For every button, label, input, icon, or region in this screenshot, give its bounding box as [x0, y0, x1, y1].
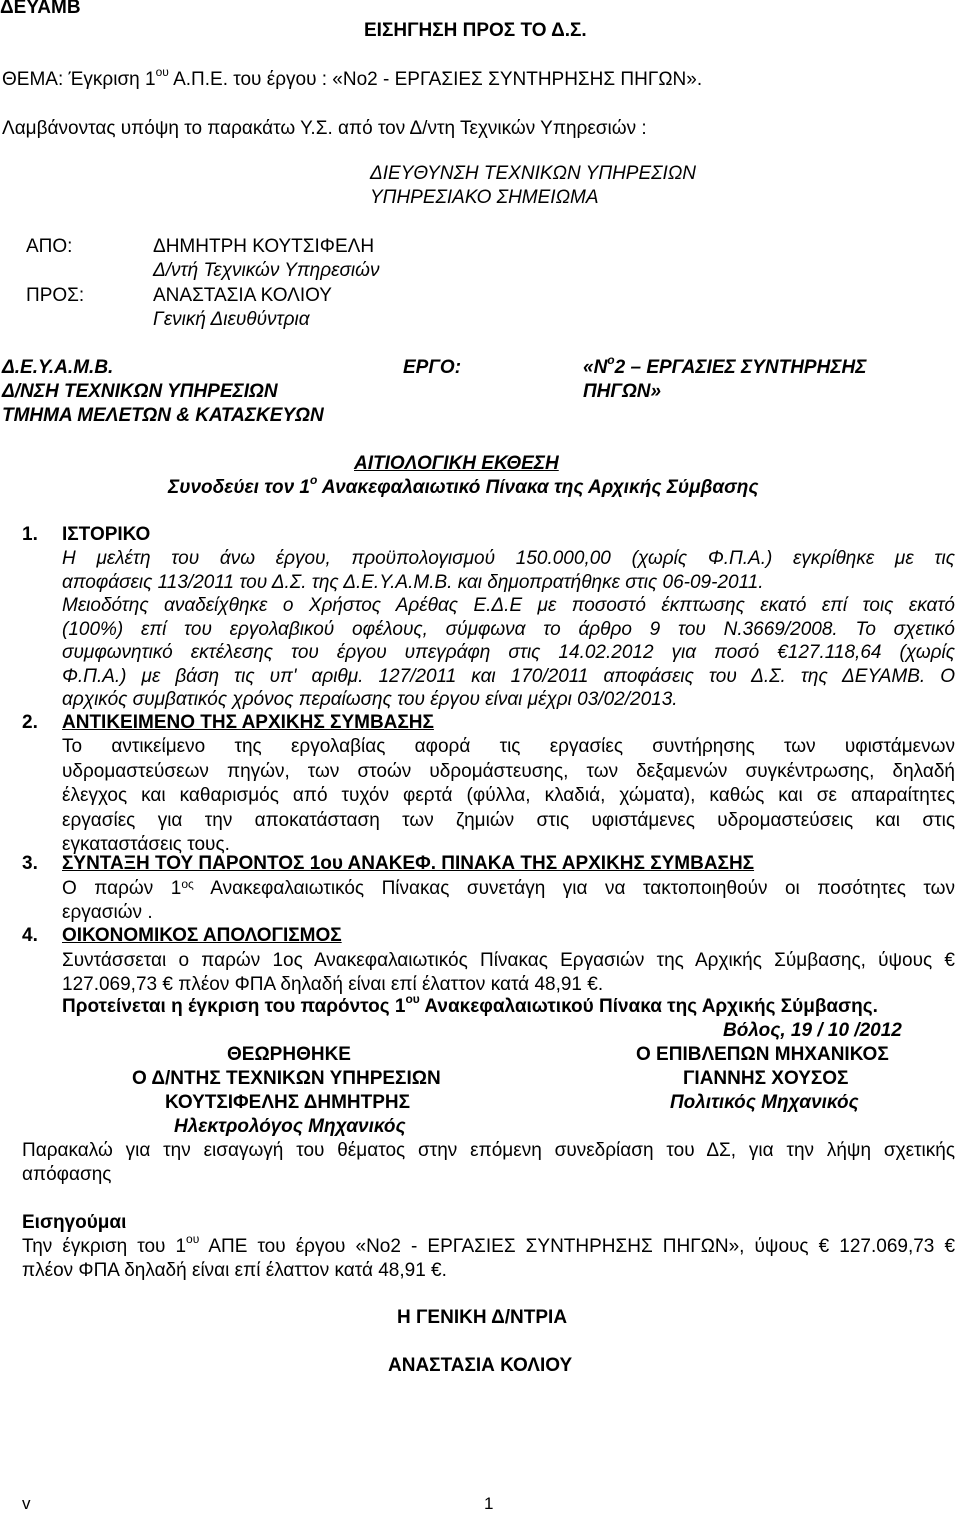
proposal-text: Προτείνεται η έγκριση του παρόντος $1^{o\upsilon}$ Ανακεφαλαιωτικού Πίνακα της Αρχικής Σύμβασης. [62, 992, 878, 1017]
section-3-title: ΣΥΝΤΑΞΗ ΤΟΥ ΠΑΡΟΝΤΟΣ 1ου ΑΝΑΚΕΦ. ΠΙΝΑΚΑ ΤΗΣ ΑΡΧΙΚΗΣ ΣΥΜΒΑΣΗΣ [62, 853, 755, 874]
propose-label: Εισηγούμαι [22, 1212, 127, 1233]
document-title: ΕΙΣΗΓΗΣΗ ΠΡΟΣ ΤΟ Δ.Σ. [364, 20, 587, 41]
supervisor-name: ΓΙΑΝΝΗΣ ΧΟΥΣΟΣ [683, 1068, 849, 1089]
section-1-title: ΙΣΤΟΡΙΚΟ [62, 524, 151, 545]
director-specialty: Ηλεκτρολόγος Μηχανικός [174, 1116, 406, 1137]
footer-mark: v [22, 1494, 31, 1513]
section-1-line: αποφάσεις 113/2011 του Δ.Σ. της Δ.Ε.Υ.Α.Μ.Β. και δημοπρατήθηκε στις 06-09-2011. [62, 571, 764, 593]
section-4-body [62, 949, 955, 996]
supervisor-title: Ο ΕΠΙΒΛΕΠΩΝ ΜΗΧΑΝΙΚΟΣ [636, 1044, 889, 1065]
section-3-number: 3. [22, 853, 38, 874]
from-role: Δ/ντή Τεχνικών Υπηρεσιών [153, 260, 380, 281]
section-2-line: Το αντικείμενο της εργολαβίας αφορά τις εργασίες συντήρησης των υφιστάμενων [62, 736, 955, 757]
memo-department: ΔΙΕΥΘΥΝΣΗ ΤΕΧΝΙΚΩΝ ΥΠΗΡΕΣΙΩΝ [370, 163, 696, 184]
report-subtitle: Συνοδεύει τον $1^o$ Ανακεφαλαιωτικό Πίνακα της Αρχικής Σύμβασης [168, 473, 759, 498]
propose-line-1: Την έγκριση του $1^{o\upsilon}$ ΑΠΕ του έργου «Νο2 - ΕΡΓΑΣΙΕΣ ΣΥΝΤΗΡΗΣΗΣ ΠΗΓΩΝ», ύψους € 127.069,73 € [22, 1232, 956, 1257]
section-1-line: Μειοδότης αναδείχθηκε ο Χρήστος Αρέθας Ε.Δ.Ε με ποσοστό έκπτωσης εκατό επί τοις εκατό [62, 595, 955, 616]
from-label: ΑΠΟ: [26, 236, 73, 257]
issuer-department: ΤΜΗΜΑ ΜΕΛΕΤΩΝ & ΚΑΤΑΣΚΕΥΩΝ [2, 405, 324, 426]
issuer-org: Δ.Ε.Υ.Α.Μ.Β. [2, 357, 114, 378]
section-2-line: έλεγχος και καθαρισμός από τυχόν φερτά (φύλλα, κλαδιά, χώματα), καθώς και σε απαραίτητες [62, 785, 955, 806]
section-4-line: Συντάσσεται ο παρών 1ος Ανακεφαλαιωτικός Πίνακας Εργασιών της Αρχικής Σύμβασης, ύψους € [62, 950, 955, 971]
section-1-line: Η μελέτη του άνω έργου, προϋπολογισμού 150.000,00 (χωρίς Φ.Π.Α.) εγκρίθηκε με τις [62, 548, 955, 569]
section-3-body [62, 877, 955, 924]
to-role: Γενική Διευθύντρια [153, 309, 310, 330]
section-3-line: εργασιών . [62, 901, 153, 923]
subject-line [2, 65, 703, 91]
section-2-line: εργασίες για την αποκατάσταση των ζημιών στις υφιστάμενες υδρομαστεύσεις και στις [62, 809, 955, 831]
section-2-line: υδρομαστεύσεων πηγών, των στοών υδρομάστευσης, των δεξαμενών συγκέντρωσης, δηλαδή [62, 760, 955, 782]
from-name: ΔΗΜΗΤΡΗ ΚΟΥΤΣΙΦΕΛΗ [153, 236, 375, 257]
request-line-1: Παρακαλώ για την εισαγωγή του θέματος στην επόμενη συνεδρίαση του ΔΣ, για την λήψη σχετικής [22, 1140, 955, 1161]
supervisor-specialty: Πολιτικός Μηχανικός [670, 1092, 859, 1113]
director-name: ΚΟΥΤΣΙΦΕΛΗΣ ΔΗΜΗΤΡΗΣ [165, 1092, 411, 1113]
place-date: Βόλος, 19 / 10 /2012 [723, 1020, 902, 1041]
issuer-directorate: Δ/ΝΣΗ ΤΕΧΝΙΚΩΝ ΥΠΗΡΕΣΙΩΝ [2, 381, 278, 402]
section-2-number: 2. [22, 712, 38, 733]
project-label: ΕΡΓΟ: [403, 357, 462, 378]
org-name: ΔΕΥΑΜΒ [0, 0, 81, 18]
section-2-title: ΑΝΤΙΚΕΙΜΕΝΟ ΤΗΣ ΑΡΧΙΚΗΣ ΣΥΜΒΑΣΗΣ [62, 712, 434, 733]
intro-line [2, 118, 647, 140]
section-1-line: αρχικός συμβατικός χρόνος περαίωσης του έργου είναι μέχρι 03/02/2013. [62, 689, 678, 710]
propose-line-2: πλέον ΦΠΑ δηλαδή είναι επί έλαττον κατά 48,91 €. [22, 1260, 447, 1281]
section-1-number: 1. [22, 524, 38, 545]
section-3-line: Ο παρών $1^{o\varsigma}$ Ανακεφαλαιωτικός Πίνακας συνετάγη για να τακτοποιηθούν οι ποσότητες των [62, 877, 956, 899]
to-name: ΑΝΑΣΤΑΣΙΑ ΚΟΛΙΟΥ [153, 285, 332, 306]
director-title: Ο Δ/ΝΤΗΣ ΤΕΧΝΙΚΩΝ ΥΠΗΡΕΣΙΩΝ [132, 1068, 441, 1089]
section-4-title: ΟΙΚΟΝΟΜΙΚΟΣ ΑΠΟΛΟΓΙΣΜΟΣ [62, 925, 342, 946]
page-number: 1 [484, 1494, 494, 1513]
section-1-line: Φ.Π.Α.) με βάση τις υπ' αριθμ. 127/2011 και 170/2011 αποφάσεις του Δ.Σ. της ΔΕΥΑΜΒ. Ο [62, 665, 955, 687]
request-line-2: απόφασης [22, 1164, 112, 1185]
section-4-line: 127.069,73 € πλέον ΦΠΑ δηλαδή είναι επί έλαττον κατά 48,91 €. [62, 973, 604, 995]
subject-text: Έγκριση $1^{o\upsilon}$ Α.Π.Ε. του έργου : «Νο2 - ΕΡΓΑΣΙΕΣ ΣΥΝΤΗΡΗΣΗΣ ΠΗΓΩΝ». [68, 65, 703, 90]
report-title: ΑΙΤΙΟΛΟΓΙΚΗ ΕΚΘΕΣΗ [354, 453, 559, 474]
section-1-line: (100%) επί του εργολαβικού οφέλους, σύμφωνα το άρθρο 9 του Ν.3669/2008. Το σχετικό [62, 618, 955, 640]
to-label: ΠΡΟΣ: [26, 285, 85, 306]
subject-label: ΘΕΜΑ: [2, 69, 64, 90]
endorsed-label: ΘΕΩΡΗΘΗΚΕ [227, 1044, 351, 1065]
memo-type: ΥΠΗΡΕΣΙΑΚΟ ΣΗΜΕΙΩΜΑ [370, 187, 599, 208]
section-1-line: συμφωνητικό εκτέλεσης του έργου υπεγράφη στις 14.02.2012 για ποσό €127.118,64 (χωρίς [62, 642, 955, 663]
section-1-body [62, 547, 955, 712]
gm-title: Η ΓΕΝΙΚΗ Δ/ΝΤΡΙΑ [397, 1307, 568, 1328]
intro-part2: από τον Δ/ντη Τεχνικών Υπηρεσιών : [338, 118, 647, 139]
section-2-line: εγκαταστάσεις τους. [62, 834, 230, 855]
section-4-number: 4. [22, 925, 38, 946]
project-title: «$N^o2$ – ΕΡΓΑΣΙΕΣ ΣΥΝΤΗΡΗΣΗΣ [583, 353, 867, 378]
gm-name: ΑΝΑΣΤΑΣΙΑ ΚΟΛΙΟΥ [388, 1355, 573, 1376]
section-2-body [62, 735, 955, 858]
intro-part1: Λαμβάνοντας υπόψη το παρακάτω Υ.Σ. [2, 118, 333, 139]
project-title-cont: ΠΗΓΩΝ» [583, 381, 662, 402]
